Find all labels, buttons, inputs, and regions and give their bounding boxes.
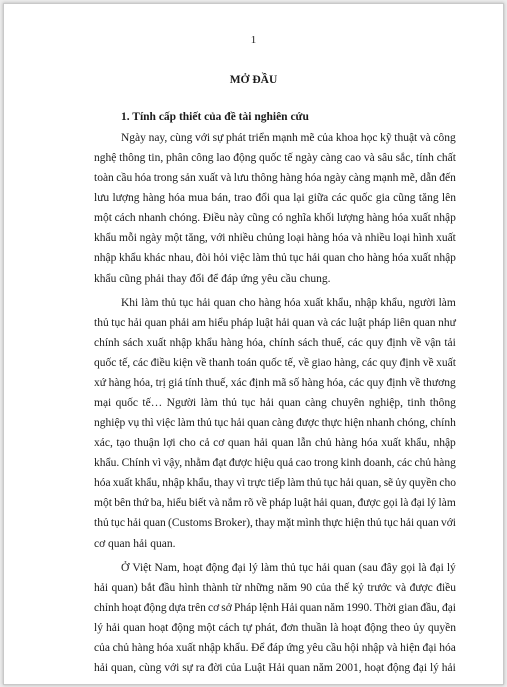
text-line: lý hải quan hoạt động một cách tự phát, đơn thuần là hoạt động theo ủy quyền <box>94 621 456 634</box>
text-line: một bên thứ ba, hiểu biết và nắm rõ về pháp luật hải quan, được gọi là đại lý làm <box>94 497 456 510</box>
text-line: nghệ thông tin, phân công lao động quốc tế ngày càng cao và sâu sắc, tính chất <box>94 152 456 165</box>
text-line: nghiệp vụ thì việc làm thủ tục hải quan càng được thực hiện nhanh chóng, chính <box>94 417 456 430</box>
text-line: chỉnh hoạt động dựa trên cơ sở Pháp lệnh Hải quan năm 1990. Thời gian đầu, đại <box>94 601 456 614</box>
text-line: xác, tạo thuận lợi cho cả cơ quan hải quan lẫn chủ hàng hóa xuất khẩu, nhập <box>94 437 456 450</box>
text-line: Ngày nay, cùng với sự phát triển mạnh mẽ của khoa học kỹ thuật và công <box>121 132 456 144</box>
text-line: xứ hàng hóa, trị giá tính thuế, xác định mã số hàng hóa, các quy định về thương <box>94 376 456 389</box>
document-page <box>3 3 504 685</box>
text-line: của chủ hàng hóa xuất nhập khẩu. Để đáp ứng yêu cầu hội nhập và hiện đại hóa <box>94 641 456 654</box>
text-line: hóa xuất khẩu, nhập khẩu, thay vì trực tiếp làm thủ tục hải quan, sẽ ủy quyền cho <box>94 477 456 490</box>
text-line: chính sách xuất nhập khẩu hàng hóa, chính sách thuế, các quy định về vận tải <box>94 336 456 349</box>
text-line: cơ quan hải quan. <box>94 537 176 550</box>
text-line: quốc tế, các điều kiện về thanh toán quốc tế, về giao hàng, các quy định về xuất <box>94 356 456 369</box>
paragraph <box>94 293 456 554</box>
text-line: thủ tục hải quan (Customs Broker), thay mặt mình thực hiện thủ tục hải quan với <box>94 517 456 530</box>
text-line: hải quan, cùng với sự ra đời của Luật Hải quan năm 2001, hoạt động đại lý hải <box>94 662 456 675</box>
paragraph <box>94 128 456 289</box>
text-line: toàn cầu hóa trong sản xuất và lưu thông hàng hóa ngày càng mạnh mẽ, dẫn đến <box>94 172 456 185</box>
text-line: một cách nhanh chóng. Điều này cũng có nghĩa khối lượng hàng hóa xuất nhập <box>94 212 456 225</box>
chapter-title: MỞ ĐẦU <box>229 74 278 86</box>
text-line: thủ tục hải quan phải am hiểu pháp luật hải quan và các luật pháp liên quan như <box>94 316 456 329</box>
text-line: hải quan) bắt đầu hình thành từ những năm 90 của thế kỷ trước và được điều <box>94 581 456 594</box>
text-line: khẩu mỗi ngày một tăng, với nhiều chủng loại hàng hóa và nhiều loại hình xuất <box>94 232 456 245</box>
text-line: Khi làm thủ tục hải quan cho hàng hóa xuất khẩu, nhập khẩu, người làm <box>121 296 456 309</box>
paragraph <box>94 558 456 678</box>
text-line: Ở Việt Nam, hoạt động đại lý làm thủ tục hải quan (sau đây gọi là đại lý <box>121 561 456 574</box>
text-line: mại quốc tế… Người làm thủ tục hải quan càng chuyên nghiệp, tinh thông <box>94 397 456 410</box>
section-heading: 1. Tính cấp thiết của đề tài nghiên cứu <box>121 111 309 123</box>
text-line: khẩu. Chính vì vậy, nhằm đạt được hiệu quả cao trong kinh doanh, các chủ hàng <box>94 457 456 470</box>
text-line: khẩu cũng phải thay đổi để đáp ứng yêu cầu chung. <box>94 272 331 285</box>
page-number: 1 <box>250 34 257 46</box>
text-line: nhập khẩu khác nhau, đòi hỏi việc làm thủ tục hải quan cho hàng hóa xuất nhập <box>94 252 456 265</box>
body-text <box>94 128 456 678</box>
text-line: lưu lượng hàng hóa mua bán, trao đổi qua lại giữa các quốc gia cũng tăng lên <box>94 192 456 205</box>
